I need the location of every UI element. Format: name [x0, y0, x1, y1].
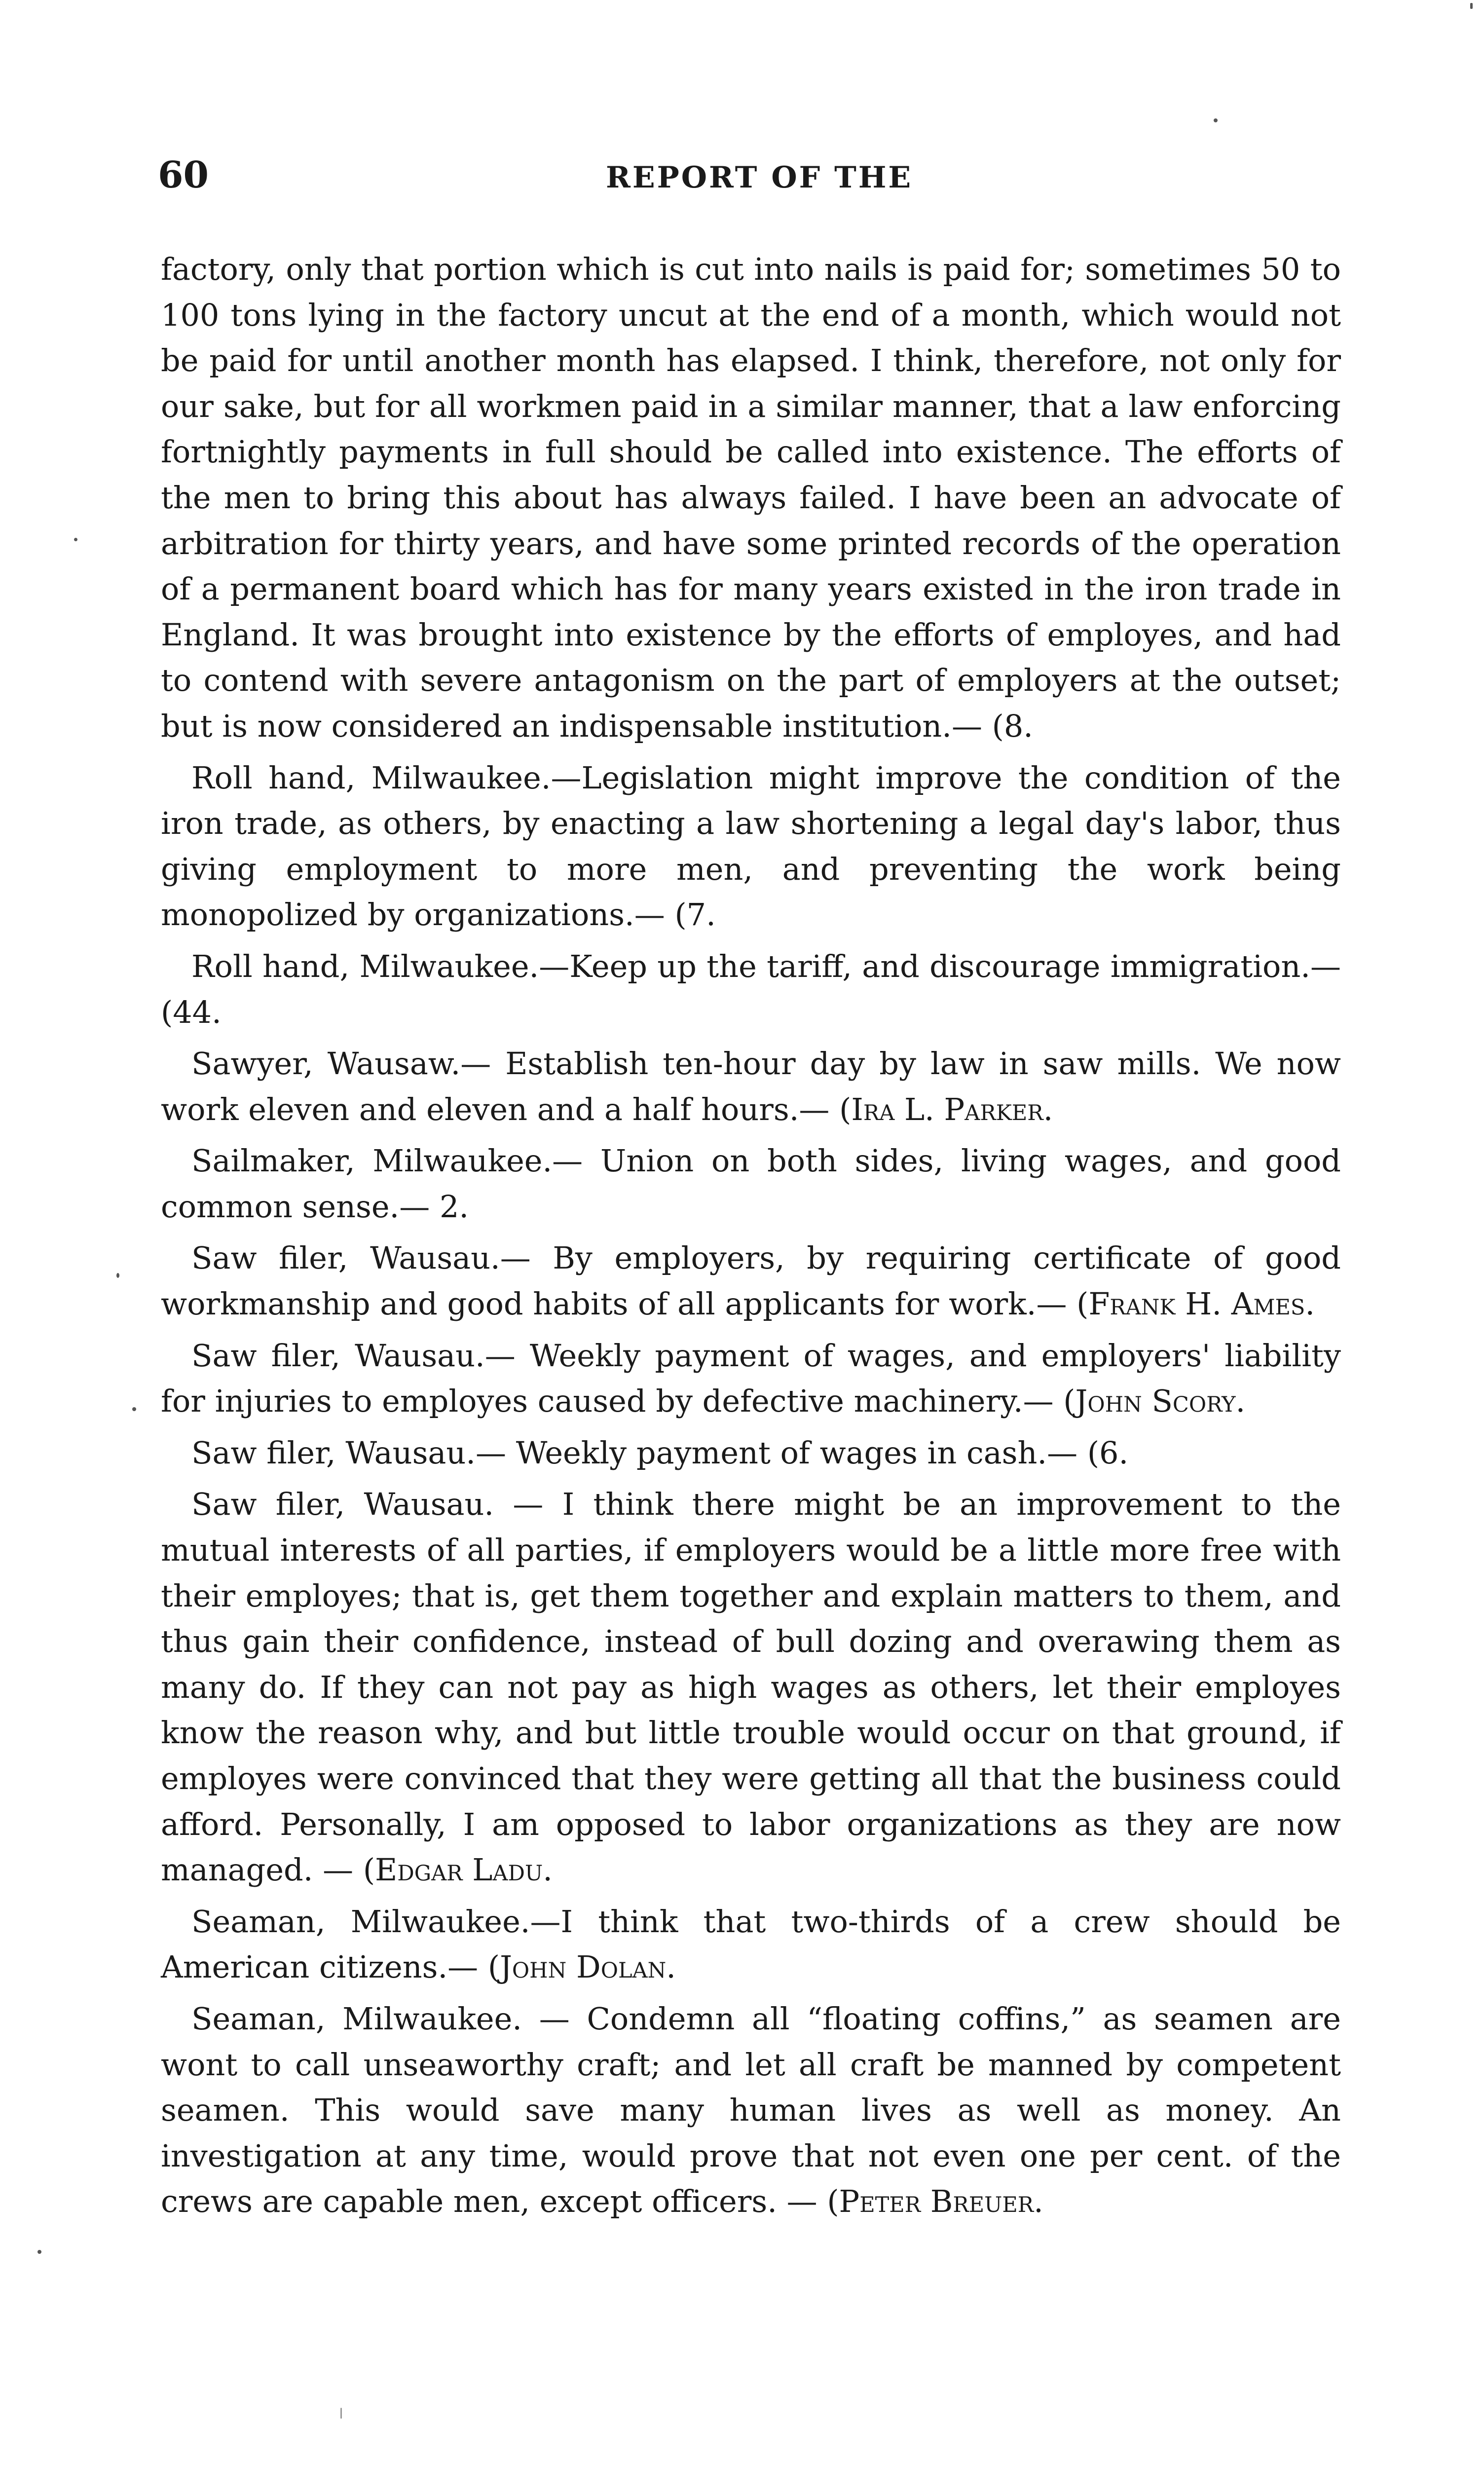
scan-speck [37, 2250, 41, 2254]
entry-paragraph [161, 1333, 1341, 1424]
entry-paragraph [161, 1899, 1341, 1990]
entry-text: Roll hand, Milwaukee.—Keep up the tariff, and discourage immigration.— (44. [161, 948, 1341, 1030]
page-number: 60 [158, 154, 209, 196]
entry-signature: Edgar Ladu. [375, 1852, 553, 1888]
entry-paragraph [161, 1041, 1341, 1132]
report-body [161, 247, 1341, 2231]
entry-text: Seaman, Milwaukee. — Condemn all “floating coffins,” as seamen are wont to call unseaworthy craft; and let all craft be manned by competent seamen. This would save many human lives as well as money. An investigation at any time, would prove that not even one per cent. of the crews are capable men, except officers. — ( [161, 2000, 1341, 2220]
entry-paragraph [161, 1430, 1341, 1476]
entry-signature: John Dolan. [500, 1949, 676, 1985]
entry-text: Saw filer, Wausau. — I think there might be an improvement to the mutual interests of all parties, if employers would be a little more free with their employes; that is, get them together and explain matters to them, and thus gain their confidence, instead of bull dozing and overawing them as many do. If they can not pay as high wages as others, let their employes know the reason why, and but little trouble would occur on that ground, if employes were convinced that they were getting all that the business could afford. Personally, I am opposed to labor organizations as they are now managed. — ( [161, 1486, 1341, 1888]
entry-text: Saw filer, Wausau.— Weekly payment of wages, and employers' liability for injuries to employes caused by defective machinery.— ( [161, 1337, 1341, 1420]
entry-paragraph [161, 247, 1341, 749]
entry-signature: Peter Breuer. [839, 2183, 1043, 2220]
scan-speck [340, 2408, 342, 2419]
entry-paragraph [161, 944, 1341, 1035]
entry-text: Saw filer, Wausau.— By employers, by requiring certificate of good workmanship and good habits of all applicants for work.— ( [161, 1240, 1341, 1322]
entry-paragraph [161, 1482, 1341, 1893]
running-head: REPORT OF THE [606, 160, 913, 195]
entry-paragraph [161, 1235, 1341, 1327]
scan-speck [1214, 118, 1218, 122]
entry-paragraph [161, 1996, 1341, 2225]
entry-text: Sailmaker, Milwaukee.— Union on both sides, living wages, and good common sense.— 2. [161, 1143, 1341, 1225]
entry-signature: Frank H. Ames. [1088, 1286, 1315, 1322]
entry-paragraph [161, 1138, 1341, 1230]
scan-speck [132, 1407, 136, 1411]
scan-speck [116, 1273, 119, 1278]
entry-text: Seaman, Milwaukee.—I think that two-thirds of a crew should be American citizens.— ( [161, 1903, 1341, 1985]
entry-text: factory, only that portion which is cut into nails is paid for; sometimes 50 to 100 tons lying in the factory uncut at the end of a month, which would not be paid for until another month has elapsed. I think, therefore, not only for our sake, but for all workmen paid in a similar manner, that a law enforcing fortnightly payments in full should be called into existence. The efforts of the men to bring this about has always failed. I have been an advocate of arbitration for thirty years, and have some printed records of the operation of a permanent board which has for many years existed in the iron trade in England. It was brought into existence by the efforts of employes, and had to contend with severe antagonism on the part of employers at the outset; but is now considered an indispensable institution.— (8. [161, 251, 1341, 744]
entry-text: Roll hand, Milwaukee.—Legislation might improve the condition of the iron trade, as others, by enacting a law shortening a legal day's labor, thus giving employment to more men, and preventing the work being monopolized by organizations.— (7. [161, 759, 1341, 933]
scan-speck [74, 538, 77, 541]
entry-paragraph [161, 755, 1341, 938]
entry-signature: Ira L. Parker. [851, 1091, 1053, 1127]
entry-signature: John Scory. [1075, 1383, 1246, 1420]
scan-speck [1470, 3, 1473, 9]
entry-text: Sawyer, Wausaw.— Establish ten-hour day by law in saw mills. We now work eleven and eleven and a half hours.— ( [161, 1046, 1341, 1127]
entry-text: Saw filer, Wausau.— Weekly payment of wages in cash.— (6. [191, 1434, 1129, 1471]
